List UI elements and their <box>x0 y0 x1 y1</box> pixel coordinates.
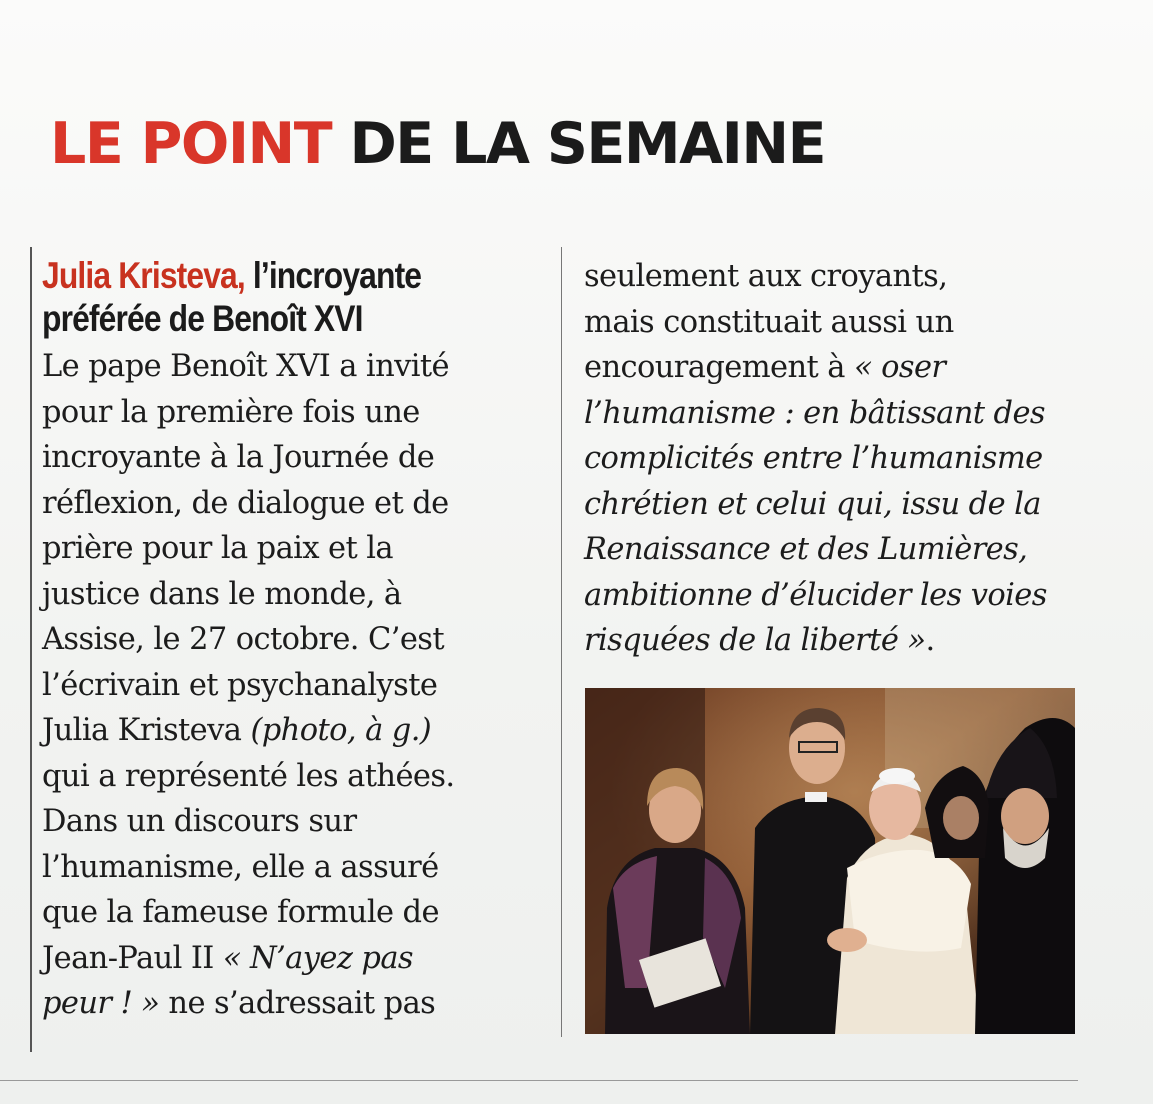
body-line: que la fameuse formule de <box>42 895 439 930</box>
body-line: qui a représenté les athées. <box>42 758 455 794</box>
headline-rest-1: l’incroyante <box>244 255 422 296</box>
article-photo <box>585 688 1075 1034</box>
body-line: réflexion, de dialogue et de <box>42 485 449 521</box>
body-line <box>42 981 552 1027</box>
photo-illustration <box>585 688 1075 1034</box>
quote-2-line: l’humanisme : en bâtissant des <box>584 395 1045 431</box>
body-line: incroyante à la Journée de <box>42 440 435 475</box>
headline-name: Julia Kristeva, <box>42 255 245 296</box>
body-line <box>584 527 1064 573</box>
header-dark-part: DE LA SEMAINE <box>331 111 826 177</box>
article-headline <box>42 254 558 340</box>
body-line <box>584 573 1064 619</box>
body-line <box>42 936 552 982</box>
quote-2-line: complicités entre l’humanisme <box>584 441 1043 476</box>
body-line: prière pour la paix et la <box>42 531 393 566</box>
body-line <box>584 618 1064 664</box>
quote-2-line: risquées de la liberté » <box>584 623 926 658</box>
header-red-part: LE POINT <box>50 111 332 177</box>
bottom-rule <box>0 1080 1078 1081</box>
body-line: Dans un discours sur <box>42 804 357 839</box>
quote-2-line: Renaissance et des Lumières, <box>584 532 1028 567</box>
quote-2-line: chrétien et celui qui, issu de la <box>584 486 1041 522</box>
quote-1a: « N’ayez pas <box>222 940 413 976</box>
left-column <box>42 254 552 1027</box>
body-line: l’humanisme, elle a assuré <box>42 849 439 885</box>
article-body-left <box>42 344 552 1027</box>
body-line: justice dans le monde, à <box>42 576 402 612</box>
photo-caption-ref: (photo, à g.) <box>250 713 432 748</box>
body-line: pour la première fois une <box>42 394 420 430</box>
quote-2-line: ambitionne d’élucider les voies <box>584 577 1047 613</box>
encouragement-prefix: encouragement à <box>584 350 854 385</box>
final-period: . <box>925 623 935 658</box>
body-line: Le pape Benoît XVI a invité <box>42 349 450 384</box>
body-line <box>584 436 1064 482</box>
left-column-rule <box>30 247 32 1052</box>
body-line: l’écrivain et psychanalyste <box>42 667 438 703</box>
kristeva-name: Julia Kristeva <box>42 713 251 748</box>
headline-rest-2: préférée de Benoît XVI <box>42 298 363 339</box>
body-line <box>42 708 552 754</box>
body-line: Assise, le 27 octobre. C’est <box>42 622 444 657</box>
jp-prefix: Jean-Paul II <box>42 940 223 976</box>
body-line: mais constituait aussi un <box>584 304 954 340</box>
body-line <box>584 345 1064 391</box>
column-divider <box>561 247 562 1037</box>
body-line <box>584 391 1064 437</box>
body-line: seulement aux croyants, <box>584 259 948 294</box>
section-header <box>50 108 930 180</box>
jp-suffix: ne s’adressait pas <box>159 986 436 1021</box>
body-line <box>584 482 1064 528</box>
quote-1b: peur ! » <box>42 986 160 1021</box>
quote-2-line: « oser <box>853 350 946 385</box>
article-body-right <box>584 254 1064 664</box>
right-column <box>584 254 1064 664</box>
